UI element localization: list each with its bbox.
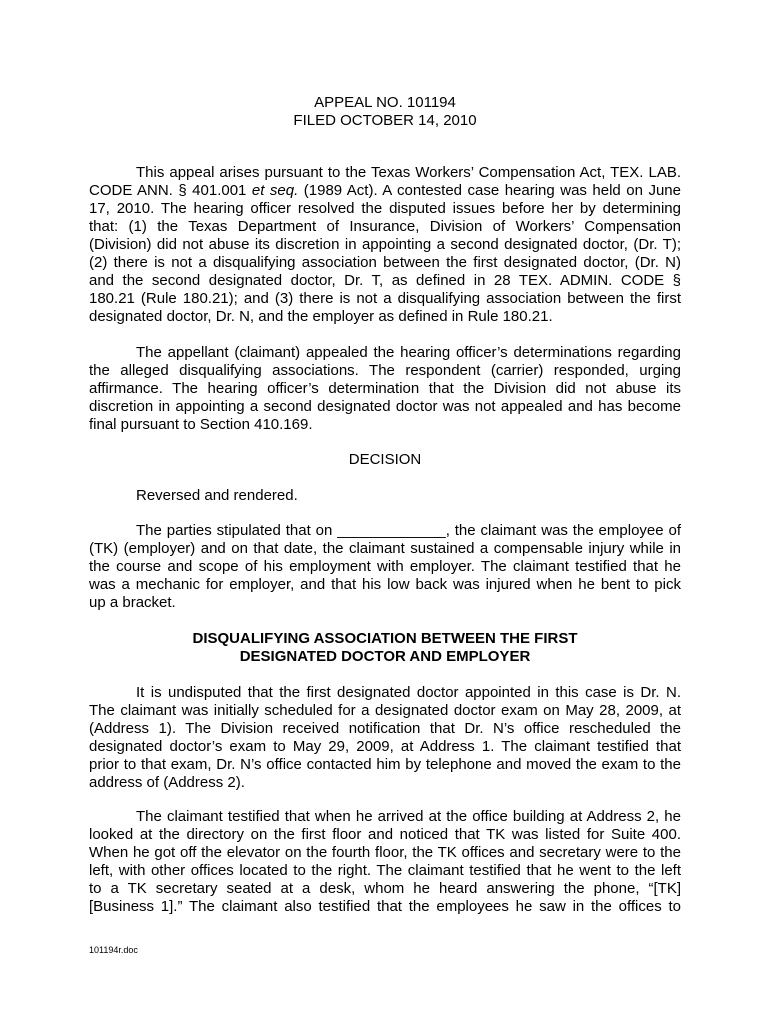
stipulation-paragraph xyxy=(89,522,681,612)
section-heading-line1: DISQUALIFYING ASSOCIATION BETWEEN THE FIRST xyxy=(192,630,578,647)
paragraph-line: looked at the directory on the first floor and noticed that TK was listed for Suite 400. xyxy=(89,826,681,843)
decision-text: Reversed and rendered. xyxy=(136,487,298,504)
paragraph-line: designated doctor’s exam to May 29, 2009, at Address 1. The claimant testified that xyxy=(89,738,681,755)
decision-heading: DECISION xyxy=(348,451,422,468)
paragraph-line: left, with other offices located to the right. The claimant testified that he went to the left xyxy=(89,862,681,879)
paragraph-line: the course and scope of his employment with employer. The claimant testified that he xyxy=(89,558,681,575)
paragraph-line: to a TK secretary seated at a desk, whom he heard answering the phone, “[TK] xyxy=(89,880,681,897)
paragraph-line: CODE ANN. § 401.001 et seq. (1989 Act). A contested case hearing was held on June xyxy=(89,182,681,199)
first-doctor-paragraph xyxy=(89,684,681,792)
section-heading-line2: DESIGNATED DOCTOR AND EMPLOYER xyxy=(239,648,531,665)
paragraph-line: (2) there is not a disqualifying association between the first designated doctor, (Dr. N) xyxy=(89,254,681,271)
paragraph-line: address of (Address 2). xyxy=(89,774,245,791)
paragraph-line: (Address 1). The Division received notification that Dr. N’s office rescheduled the xyxy=(89,720,681,737)
paragraph-line: 17, 2010. The hearing officer resolved the disputed issues before her by determining xyxy=(89,200,681,217)
paragraph-line: The claimant testified that when he arrived at the office building at Address 2, he xyxy=(136,808,681,825)
filed-date: FILED OCTOBER 14, 2010 xyxy=(293,112,477,129)
paragraph-line: and the second designated doctor, Dr. T, as defined in 28 TEX. ADMIN. CODE § xyxy=(89,272,681,289)
intro-paragraph xyxy=(89,164,681,326)
paragraph-line: discretion in appointing a second designated doctor was not appealed and has become xyxy=(89,398,681,415)
paragraph-line: the alleged disqualifying associations. The respondent (carrier) responded, urging xyxy=(89,362,681,379)
appeal-number: APPEAL NO. 101194 xyxy=(314,94,456,111)
appeal-paragraph xyxy=(89,344,681,434)
office-visit-paragraph xyxy=(89,808,681,916)
paragraph-line: that: (1) the Texas Department of Insurance, Division of Workers’ Compensation xyxy=(89,218,681,235)
paragraph-line: It is undisputed that the first designated doctor appointed in this case is Dr. N. xyxy=(136,684,681,701)
paragraph-line: When he got off the elevator on the fourth floor, the TK offices and secretary were to the xyxy=(89,844,681,861)
paragraph-line: designated doctor, Dr. N, and the employer as defined in Rule 180.21. xyxy=(89,308,553,325)
paragraph-line: (Division) did not abuse its discretion in appointing a second designated doctor, (Dr. T); xyxy=(89,236,681,253)
paragraph-line: affirmance. The hearing officer’s determination that the Division did not abuse its xyxy=(89,380,681,397)
footer-filename: 101194r.doc xyxy=(89,945,138,955)
paragraph-line: This appeal arises pursuant to the Texas Workers’ Compensation Act, TEX. LAB. xyxy=(136,164,681,181)
paragraph-line: The parties stipulated that on _____________, the claimant was the employee of xyxy=(136,522,681,539)
paragraph-line: The appellant (claimant) appealed the hearing officer’s determinations regarding xyxy=(136,344,681,361)
paragraph-line: prior to that exam, Dr. N’s office contacted him by telephone and moved the exam to the xyxy=(89,756,681,773)
paragraph-line: was a mechanic for employer, and that his low back was injured when he bent to pick xyxy=(89,576,681,593)
paragraph-line: up a bracket. xyxy=(89,594,176,611)
paragraph-line: 180.21 (Rule 180.21); and (3) there is not a disqualifying association between the first xyxy=(89,290,681,307)
paragraph-line: (TK) (employer) and on that date, the claimant sustained a compensable injury while in xyxy=(89,540,681,557)
paragraph-line: The claimant was initially scheduled for a designated doctor exam on May 28, 2009, at xyxy=(89,702,681,719)
paragraph-line: [Business 1].” The claimant also testified that the employees he saw in the offices to xyxy=(89,898,681,915)
paragraph-line: final pursuant to Section 410.169. xyxy=(89,416,313,433)
